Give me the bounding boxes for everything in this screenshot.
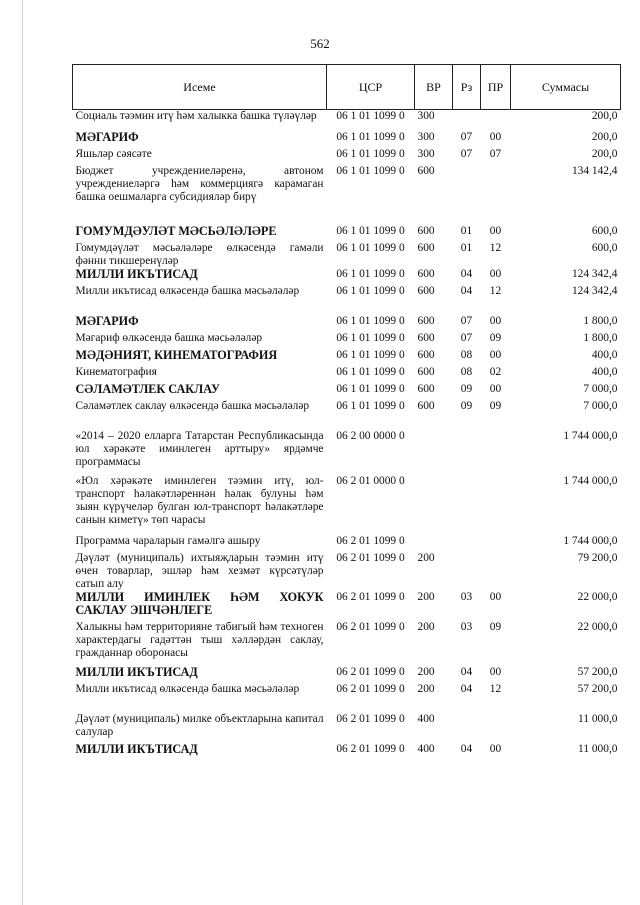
row-vr-cell: 600 xyxy=(417,399,435,412)
table-row xyxy=(73,131,621,148)
table-row xyxy=(73,475,621,535)
row-name-cell: МИЛЛИ ИКЪТИСАД xyxy=(75,741,198,756)
row-name-cell: МИЛЛИ ИКЪТИСАД xyxy=(75,664,198,679)
row-pr-cell: 12 xyxy=(489,682,502,695)
row-sum-cell: 400,0 xyxy=(591,365,618,378)
row-csr-cell: 06 1 01 1099 0 xyxy=(336,382,405,395)
table-row xyxy=(73,225,621,242)
page-number: 562 xyxy=(310,36,330,51)
row-sum-cell: 124 342,4 xyxy=(571,267,618,280)
row-sum-cell: 400,0 xyxy=(591,348,618,361)
table-row xyxy=(73,383,621,400)
row-sum-cell: 7 000,0 xyxy=(583,382,618,395)
row-pr-cell xyxy=(481,165,511,225)
row-sum-cell: 200,0 xyxy=(591,147,618,160)
table-row xyxy=(73,683,621,713)
row-vr-cell: 600 xyxy=(417,348,435,361)
row-vr-cell: 400 xyxy=(417,742,435,755)
row-rz-cell: 01 xyxy=(460,241,473,254)
row-pr-cell: 00 xyxy=(489,665,502,678)
table-row xyxy=(73,349,621,366)
row-rz-cell: 04 xyxy=(460,742,473,755)
row-pr-cell: 09 xyxy=(489,620,502,633)
row-rz-cell xyxy=(453,713,481,743)
row-pr-cell xyxy=(481,475,511,535)
row-sum-cell: 79 200,0 xyxy=(577,551,618,564)
row-name-cell: «Юл хәрәкәте иминлеген тәэмин итү, юл-транспорт һәлакәтләреннән һәлак булуны һәм зыян күрүчеләр булган юл-транспорт һәлакәтләре санын киметү» төп чарасы xyxy=(75,474,324,526)
row-csr-cell: 06 1 01 1099 0 xyxy=(336,164,405,177)
row-sum-cell: 57 200,0 xyxy=(577,682,618,695)
table-row xyxy=(73,713,621,743)
row-vr-cell: 600 xyxy=(417,331,435,344)
row-vr-cell: 200 xyxy=(417,590,435,603)
table-row xyxy=(73,148,621,165)
row-csr-cell: 06 2 01 1099 0 xyxy=(336,620,405,633)
row-rz-cell: 09 xyxy=(460,382,473,395)
row-name-cell: МӘГАРИФ xyxy=(75,129,139,144)
row-vr-cell: 600 xyxy=(417,241,435,254)
row-name-cell: Дәүләт (муниципаль) милке объектларына капитал салулар xyxy=(75,712,324,738)
row-name-cell: Халыкны һәм территорияне табигый һәм техноген характердагы гадәттән тыш хәлләрдән саклау, гражданнар оборонасы xyxy=(75,620,324,659)
row-csr-cell: 06 2 01 1099 0 xyxy=(336,534,405,547)
row-name-cell: Милли икътисад өлкәсендә башка мәсьәләләр xyxy=(75,284,300,297)
row-vr-cell: 600 xyxy=(417,365,435,378)
table-row xyxy=(73,285,621,315)
row-sum-cell: 57 200,0 xyxy=(577,665,618,678)
row-rz-cell: 04 xyxy=(460,665,473,678)
row-pr-cell: 07 xyxy=(489,147,502,160)
row-name-cell: Кинематография xyxy=(75,365,157,378)
row-sum-cell: 22 000,0 xyxy=(577,590,618,603)
row-csr-cell: 06 2 01 1099 0 xyxy=(336,590,405,603)
row-rz-cell xyxy=(453,552,481,591)
row-sum-cell: 1 744 000,0 xyxy=(563,474,618,487)
row-csr-cell: 06 1 01 1099 0 xyxy=(336,267,405,280)
row-csr-cell: 06 2 01 1099 0 xyxy=(336,742,405,755)
row-rz-cell: 07 xyxy=(460,331,473,344)
row-pr-cell xyxy=(481,552,511,591)
row-vr-cell xyxy=(415,430,453,475)
row-rz-cell xyxy=(453,110,481,131)
row-name-cell: МӘГАРИФ xyxy=(75,313,139,328)
row-pr-cell: 02 xyxy=(489,365,502,378)
scan-edge-line xyxy=(22,0,23,905)
row-sum-cell: 22 000,0 xyxy=(577,620,618,633)
row-sum-cell: 134 142,4 xyxy=(571,164,618,177)
row-rz-cell: 07 xyxy=(460,147,473,160)
row-vr-cell xyxy=(415,535,453,552)
row-sum-cell: 11 000,0 xyxy=(578,712,618,725)
row-csr-cell: 06 2 01 1099 0 xyxy=(336,665,405,678)
table-row xyxy=(73,430,621,475)
row-pr-cell: 12 xyxy=(489,284,502,297)
row-pr-cell: 00 xyxy=(489,382,502,395)
row-pr-cell: 00 xyxy=(489,742,502,755)
row-rz-cell: 07 xyxy=(460,130,473,143)
header-rz: Рз xyxy=(453,65,481,110)
row-sum-cell: 600,0 xyxy=(591,241,618,254)
row-rz-cell: 04 xyxy=(460,682,473,695)
row-pr-cell: 00 xyxy=(489,130,502,143)
row-csr-cell: 06 1 01 1099 0 xyxy=(336,284,405,297)
row-pr-cell: 09 xyxy=(489,399,502,412)
row-csr-cell: 06 1 01 1099 0 xyxy=(336,365,405,378)
row-pr-cell xyxy=(481,430,511,475)
header-pr: ПР xyxy=(481,65,511,110)
row-pr-cell: 12 xyxy=(489,241,502,254)
row-sum-cell: 1 800,0 xyxy=(583,314,618,327)
header-csr: ЦСР xyxy=(327,65,415,110)
row-rz-cell: 07 xyxy=(460,314,473,327)
row-csr-cell: 06 1 01 1099 0 xyxy=(336,110,405,122)
row-sum-cell: 11 000,0 xyxy=(578,742,618,755)
row-rz-cell: 04 xyxy=(460,284,473,297)
row-rz-cell xyxy=(453,535,481,552)
row-name-cell: Сәламәтлек саклау өлкәсендә башка мәсьәләләр xyxy=(75,399,310,412)
row-pr-cell xyxy=(481,535,511,552)
row-csr-cell: 06 1 01 1099 0 xyxy=(336,314,405,327)
row-vr-cell: 300 xyxy=(417,110,435,122)
table-row xyxy=(73,535,621,552)
row-name-cell: Мәгариф өлкәсендә башка мәсьәләләр xyxy=(75,331,263,344)
table-row xyxy=(73,110,621,131)
row-csr-cell: 06 2 01 1099 0 xyxy=(336,551,405,564)
table-row xyxy=(73,552,621,591)
row-csr-cell: 06 2 00 0000 0 xyxy=(336,429,405,442)
row-rz-cell: 08 xyxy=(460,348,473,361)
row-rz-cell: 03 xyxy=(460,590,473,603)
row-csr-cell: 06 2 01 0000 0 xyxy=(336,474,405,487)
row-csr-cell: 06 1 01 1099 0 xyxy=(336,147,405,160)
row-rz-cell: 03 xyxy=(460,620,473,633)
budget-table xyxy=(72,64,621,760)
row-name-cell: Социаль тәэмин итү һәм халыкка башка түләүләр xyxy=(75,110,317,122)
table-row xyxy=(73,400,621,430)
table-row xyxy=(73,315,621,332)
row-name-cell: ГОМУМДӘУЛӘТ МӘСЬӘЛӘЛӘРЕ xyxy=(75,223,277,238)
row-pr-cell xyxy=(481,110,511,131)
row-csr-cell: 06 1 01 1099 0 xyxy=(336,331,405,344)
table-row xyxy=(73,242,621,268)
row-csr-cell: 06 1 01 1099 0 xyxy=(336,399,405,412)
row-vr-cell: 600 xyxy=(417,224,435,237)
table-row xyxy=(73,165,621,225)
row-vr-cell: 200 xyxy=(417,682,435,695)
table-row xyxy=(73,666,621,683)
row-name-cell: Бюджет учреждениеләренә, автоном учреждениеләргә һәм коммерциягә карамаган башка оешмаларга субсидияләр бирү xyxy=(75,164,324,203)
row-sum-cell: 7 000,0 xyxy=(583,399,618,412)
row-vr-cell: 600 xyxy=(417,284,435,297)
row-vr-cell: 200 xyxy=(417,551,435,564)
row-sum-cell: 200,0 xyxy=(591,110,618,122)
row-sum-cell: 1 744 000,0 xyxy=(563,429,618,442)
row-sum-cell: 124 342,4 xyxy=(571,284,618,297)
row-rz-cell xyxy=(453,430,481,475)
row-name-cell: МИЛЛИ ИМИНЛЕК ҺӘМ ХОКУК САКЛАУ ЭШЧӘНЛЕГЕ xyxy=(75,589,324,617)
row-csr-cell: 06 1 01 1099 0 xyxy=(336,130,405,143)
row-rz-cell xyxy=(453,165,481,225)
row-vr-cell: 400 xyxy=(417,712,435,725)
row-csr-cell: 06 1 01 1099 0 xyxy=(336,348,405,361)
table-row xyxy=(73,621,621,666)
row-vr-cell xyxy=(415,475,453,535)
row-sum-cell: 1 800,0 xyxy=(583,331,618,344)
row-rz-cell: 04 xyxy=(460,267,473,280)
row-rz-cell: 09 xyxy=(460,399,473,412)
header-name: Исеме xyxy=(73,65,327,110)
row-vr-cell: 600 xyxy=(417,314,435,327)
row-rz-cell: 01 xyxy=(460,224,473,237)
row-name-cell: Гомумдәүләт мәсьәләләре өлкәсендә гамәли фәнни тикшеренүләр xyxy=(75,241,324,267)
row-sum-cell: 600,0 xyxy=(591,224,618,237)
row-vr-cell: 200 xyxy=(417,620,435,633)
row-name-cell: Дәүләт (муниципаль) ихтыяҗларын тәэмин итү өчен товарлар, эшләр һәм хезмәт күрсәтүләр сатып алу xyxy=(75,551,324,590)
table-row xyxy=(73,591,621,621)
row-vr-cell: 300 xyxy=(417,130,435,143)
row-pr-cell: 00 xyxy=(489,267,502,280)
row-name-cell: Милли икътисад өлкәсендә башка мәсьәләләр xyxy=(75,682,300,695)
row-vr-cell: 200 xyxy=(417,665,435,678)
table-row xyxy=(73,268,621,285)
table-body xyxy=(73,110,621,760)
row-sum-cell: 200,0 xyxy=(591,130,618,143)
table-row xyxy=(73,743,621,760)
row-pr-cell: 09 xyxy=(489,331,502,344)
row-sum-cell: 1 744 000,0 xyxy=(563,534,618,547)
row-vr-cell: 600 xyxy=(417,382,435,395)
row-name-cell: «2014 – 2020 елларга Татарстан Республикасында юл хәрәкәте иминлеген арттыру» ярдәмче программасы xyxy=(75,429,324,468)
row-pr-cell: 00 xyxy=(489,348,502,361)
row-name-cell: МИЛЛИ ИКЪТИСАД xyxy=(75,266,198,281)
row-pr-cell: 00 xyxy=(489,314,502,327)
row-csr-cell: 06 1 01 1099 0 xyxy=(336,224,405,237)
header-vr: ВР xyxy=(415,65,453,110)
row-rz-cell: 08 xyxy=(460,365,473,378)
table-header-row xyxy=(73,65,621,110)
row-pr-cell: 00 xyxy=(489,590,502,603)
row-csr-cell: 06 2 01 1099 0 xyxy=(336,712,405,725)
row-csr-cell: 06 1 01 1099 0 xyxy=(336,241,405,254)
row-pr-cell: 00 xyxy=(489,224,502,237)
table-row xyxy=(73,332,621,349)
header-sum: Суммасы xyxy=(511,65,621,110)
row-name-cell: МӘДӘНИЯТ, КИНЕМАТОГРАФИЯ xyxy=(75,347,278,362)
row-name-cell: Яшьләр сәясәте xyxy=(75,147,152,160)
row-vr-cell: 300 xyxy=(417,147,435,160)
row-name-cell: СӘЛАМӘТЛЕК САКЛАУ xyxy=(75,381,220,396)
row-vr-cell: 600 xyxy=(417,164,435,177)
row-rz-cell xyxy=(453,475,481,535)
row-csr-cell: 06 2 01 1099 0 xyxy=(336,682,405,695)
table-row xyxy=(73,366,621,383)
row-vr-cell: 600 xyxy=(417,267,435,280)
row-pr-cell xyxy=(481,713,511,743)
row-name-cell: Программа чараларын гамәлгә ашыру xyxy=(75,534,261,547)
